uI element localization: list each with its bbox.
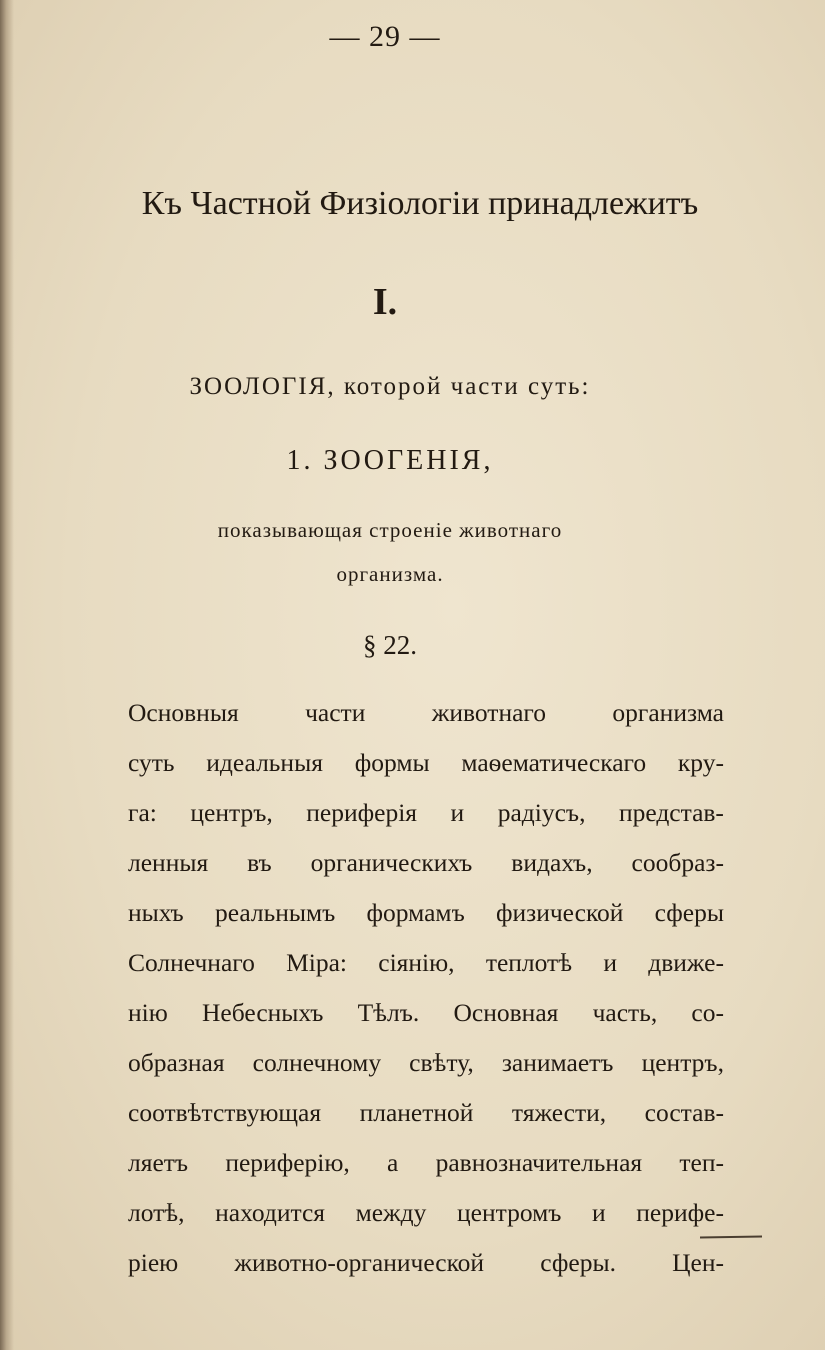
word: видахъ, — [511, 848, 593, 877]
paragraph-line — [128, 1238, 724, 1288]
word: сферы. — [540, 1248, 616, 1277]
word: перифе- — [636, 1198, 724, 1227]
paragraph-line — [128, 1138, 724, 1188]
item-title: 1. ЗООГЕНІЯ, — [286, 445, 494, 476]
word: центръ, — [641, 1048, 724, 1077]
word: и — [592, 1198, 606, 1227]
word: части — [305, 698, 366, 727]
word: занимаетъ — [501, 1048, 614, 1077]
word: формы — [354, 748, 430, 777]
word: ляетъ — [128, 1148, 189, 1177]
word: центромъ — [457, 1198, 562, 1227]
word: находится — [215, 1198, 325, 1227]
word: центръ, — [190, 798, 273, 827]
word: планетной — [359, 1098, 474, 1127]
word: маѳематическаго — [461, 748, 647, 777]
word: Солнечнаго — [128, 948, 255, 977]
page-heading: Къ Частной Физіологіи принадлежитъ — [141, 185, 699, 222]
word: Основныя — [128, 698, 239, 727]
word: теплотѣ — [485, 948, 573, 977]
word: нію — [128, 998, 168, 1027]
word: периферія — [306, 798, 418, 827]
word: тяжести, — [511, 1098, 607, 1127]
item-description-line-2: организма. — [336, 562, 444, 586]
word: и — [603, 948, 617, 977]
paragraph — [128, 688, 724, 1288]
word: часть, — [592, 998, 658, 1027]
section-mark: § 22. — [363, 630, 417, 660]
word: Тѣлъ. — [357, 998, 420, 1027]
word: сіянію, — [378, 948, 455, 977]
word: лотѣ, — [128, 1198, 185, 1227]
word: животнаго — [431, 698, 546, 727]
word: Небесныхъ — [202, 998, 324, 1027]
word: радіусъ, — [497, 798, 586, 827]
word: суть — [128, 748, 175, 777]
word: свѣту, — [409, 1048, 474, 1077]
catchword-rule — [700, 1235, 762, 1238]
word: образная — [128, 1048, 225, 1077]
word: и — [450, 798, 465, 827]
paragraph-line — [128, 738, 724, 788]
word: теп- — [679, 1148, 724, 1177]
paragraph-line — [128, 688, 724, 738]
word: идеальныя — [206, 748, 323, 777]
paragraph-line — [128, 838, 724, 888]
word: со- — [691, 998, 724, 1027]
paragraph-line — [128, 788, 724, 838]
word: га: — [128, 798, 157, 827]
section-numeral: I. — [372, 281, 398, 323]
word: периферію, — [225, 1148, 350, 1177]
word: формамъ — [366, 898, 465, 927]
word: реальнымъ — [214, 898, 336, 927]
word: въ — [247, 848, 272, 877]
word: представ- — [618, 798, 724, 827]
paragraph-line — [128, 888, 724, 938]
word: физической — [495, 898, 624, 927]
item-description-line-1: показывающая строеніе животнаго — [217, 518, 563, 542]
page-number: — 29 — — [329, 20, 441, 53]
word: Міра: — [286, 948, 348, 977]
word: сферы — [654, 898, 724, 927]
word: ленныя — [128, 848, 209, 877]
word: органическихъ — [310, 848, 473, 877]
paragraph-line — [128, 1088, 724, 1138]
paragraph-line — [128, 988, 724, 1038]
word: кру- — [677, 748, 724, 777]
word: сообраз- — [631, 848, 724, 877]
word: солнечному — [252, 1048, 382, 1077]
word: равнозначительная — [435, 1148, 643, 1177]
word: ныхъ — [128, 898, 184, 927]
word: животно-органической — [234, 1248, 485, 1277]
paragraph-line — [128, 938, 724, 988]
word: ріею — [128, 1248, 179, 1277]
subheading: ЗООЛОГІЯ, которой части суть: — [189, 373, 591, 400]
word: движе- — [648, 948, 724, 977]
word: организма — [612, 698, 724, 727]
word: Цен- — [672, 1248, 724, 1277]
word: состав- — [644, 1098, 724, 1127]
word: а — [387, 1148, 399, 1177]
word: между — [355, 1198, 427, 1227]
word: Основная — [453, 998, 559, 1027]
paragraph-line — [128, 1188, 724, 1238]
word: соотвѣтствующая — [128, 1098, 322, 1127]
paragraph-line — [128, 1038, 724, 1088]
